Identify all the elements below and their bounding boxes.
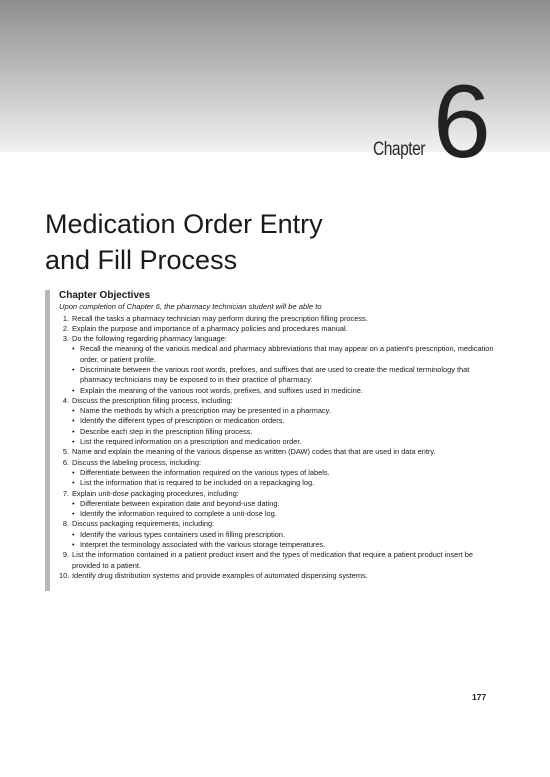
objective-text: Explain the purpose and importance of a pharmacy policies and procedures manual.: [72, 323, 348, 333]
objective-number: 5.: [62, 447, 69, 457]
objective-item: [59, 324, 500, 334]
objective-text: List the information contained in a patient product insert and the types of medication that require a patient product insert be provided to a patient.: [72, 550, 473, 570]
objective-item: [59, 447, 500, 457]
objective-sublist: [72, 406, 500, 447]
objective-text: Recall the tasks a pharmacy technician may perform during the prescription filling process.: [72, 313, 368, 323]
objective-item: [59, 334, 500, 396]
objective-subitem: • Identify the different types of prescription or medication orders.: [72, 416, 500, 426]
objective-number: 2.: [62, 323, 69, 333]
objective-text: Identify drug distribution systems and provide examples of automated dispensing systems.: [72, 570, 368, 580]
objective-number: 7.: [62, 488, 69, 498]
chapter-label: Chapter: [373, 139, 425, 160]
objective-text: Discuss the labeling process, including:: [72, 457, 201, 467]
objective-subitem: • Interpret the terminology associated with the various storage temperatures.: [72, 540, 500, 550]
objective-number: 8.: [62, 519, 69, 529]
objective-item: [59, 550, 500, 571]
objective-subitem: • Differentiate between the information required on the various types of labels.: [72, 468, 500, 478]
objective-subitem: • Identify the information required to complete a unit-dose log.: [72, 509, 500, 519]
objective-item: [59, 571, 500, 581]
objective-text: Discuss packaging requirements, including:: [72, 519, 215, 529]
objective-subitem: • Recall the meaning of the various medical and pharmacy abbreviations that may appear on a patient's prescription, medication order, or patient profile.: [72, 344, 500, 365]
objective-sublist: [72, 468, 500, 489]
objective-text: Discuss the prescription filling process, including:: [72, 395, 233, 405]
objective-sublist: [72, 499, 500, 520]
objective-number: 4.: [62, 395, 69, 405]
objective-subitem: • List the required information on a prescription and medication order.: [72, 437, 500, 447]
objectives-intro: Upon completion of Chapter 6, the pharmacy technician student will be able to: [59, 302, 322, 311]
chapter-number: 6: [433, 64, 491, 180]
objectives-list: [59, 314, 500, 582]
objective-text: Do the following regarding pharmacy language:: [72, 334, 227, 344]
objective-number: 9.: [62, 550, 69, 560]
objective-number: 6.: [62, 457, 69, 467]
chapter-title: [45, 206, 465, 278]
objective-item: [59, 396, 500, 447]
objective-subitem: • List the information that is required to be included on a repackaging log.: [72, 478, 500, 488]
objective-sublist: [72, 530, 500, 551]
objective-subitem: • Differentiate between expiration date and beyond-use dating.: [72, 499, 500, 509]
chapter-objectives-box: [45, 290, 500, 591]
chapter-title-line-1: Medication Order Entry: [45, 209, 323, 240]
objective-number: 10.: [59, 570, 70, 580]
chapter-title-line-2: and Fill Process: [45, 245, 238, 276]
objective-subitem: • Discriminate between the various root words, prefixes, and suffixes that are used to create the medical terminology that pharmacy technicians may be exposed to in their practice of pharmacy.: [72, 365, 500, 386]
objective-subitem: • Describe each step in the prescription filling process.: [72, 427, 500, 437]
objective-item: [59, 314, 500, 324]
objective-sublist: [72, 344, 500, 395]
objective-item: [59, 489, 500, 520]
objective-number: 3.: [62, 334, 69, 344]
objective-item: [59, 458, 500, 489]
objectives-heading: Chapter Objectives: [59, 290, 151, 301]
objective-subitem: • Name the methods by which a prescription may be presented in a pharmacy.: [72, 406, 500, 416]
objective-number: 1.: [62, 313, 69, 323]
objective-subitem: • Identify the various types containers used in filling prescription.: [72, 530, 500, 540]
objective-subitem: • Explain the meaning of the various root words, prefixes, and suffixes used in medicine.: [72, 386, 500, 396]
objective-item: [59, 519, 500, 550]
page-number: 177: [472, 692, 487, 702]
objective-text: Explain unit-dose packaging procedures, including:: [72, 488, 239, 498]
objective-text: Name and explain the meaning of the various dispense as written (DAW) codes that that are used in data entry.: [72, 447, 436, 457]
